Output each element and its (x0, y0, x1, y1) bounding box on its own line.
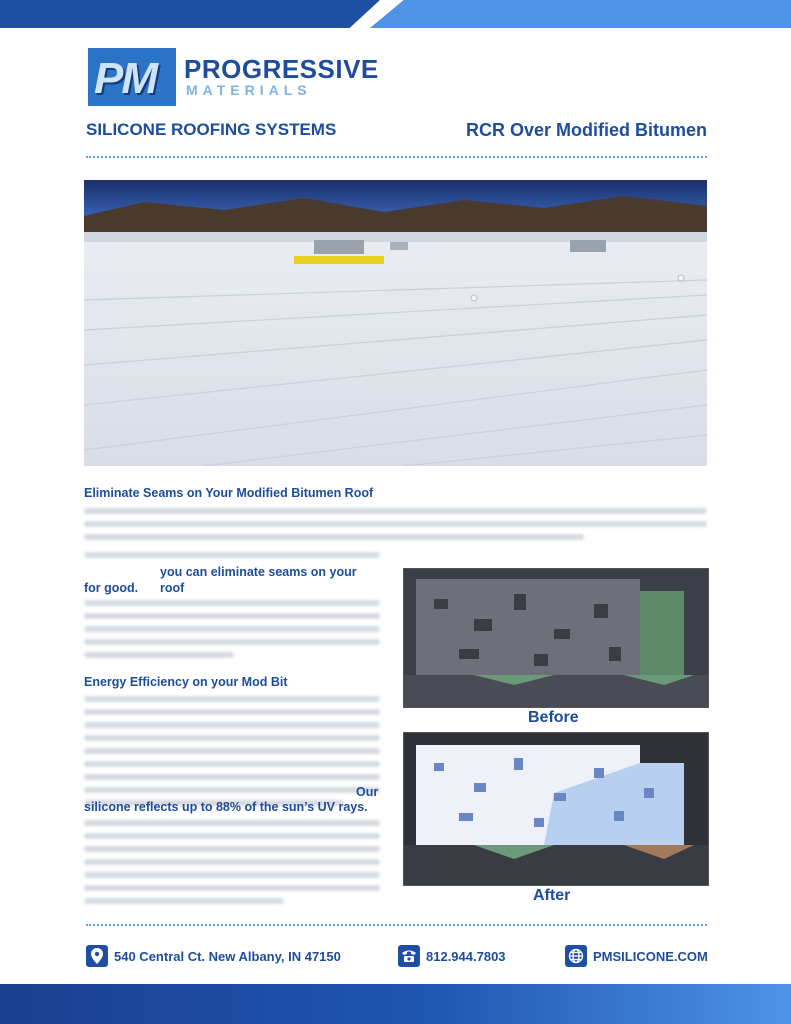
header-divider (86, 156, 707, 158)
header-document-title: RCR Over Modified Bitumen (465, 120, 707, 140)
section1-paragraph3-blurred (84, 600, 380, 665)
section-title-energy-efficiency: Energy Efficiency on your Mod Bit (84, 675, 288, 689)
top-band-light (370, 0, 791, 28)
telephone-icon (398, 945, 420, 967)
before-roof-image (404, 569, 708, 707)
top-color-band (0, 0, 791, 28)
hero-roof-photo (84, 180, 707, 466)
before-aerial-photo (403, 568, 709, 708)
after-aerial-photo (403, 732, 709, 886)
hero-roof-image (84, 180, 707, 466)
after-caption: After (533, 887, 571, 904)
footer-phone[interactable] (398, 944, 506, 968)
section1-highlight-line2: for good. (84, 581, 139, 595)
section1-paragraph-blurred (84, 508, 707, 547)
section2-paragraph-blurred (84, 696, 380, 813)
address-text: 540 Central Ct. New Albany, IN 47150 (114, 948, 341, 964)
company-logo (88, 48, 379, 108)
logo-mark: PM (88, 48, 176, 106)
location-pin-icon (86, 945, 108, 967)
globe-icon (565, 945, 587, 967)
section2-paragraph2-blurred (84, 820, 380, 911)
after-roof-image (404, 733, 708, 885)
header-product-line: SILICONE ROOFING SYSTEMS (86, 120, 337, 139)
bottom-color-band (0, 984, 791, 1024)
website-link[interactable]: PMSILICONE.COM (593, 948, 708, 964)
section2-highlight-line2: silicone reflects up to 88% of the sun’s UV rays. (84, 800, 368, 814)
section1-highlight-line1: you can eliminate seams on your roof (160, 565, 357, 595)
section-title-eliminate-seams: Eliminate Seams on Your Modified Bitumen Roof (84, 486, 374, 500)
phone-number[interactable]: 812.944.7803 (426, 948, 506, 964)
section2-highlight-word: Our (356, 785, 379, 799)
top-band-dark (0, 0, 380, 28)
before-caption: Before (528, 709, 579, 726)
footer-website[interactable] (565, 944, 708, 968)
logo-wordmark-progressive: PROGRESSIVE (184, 54, 379, 84)
footer-address (86, 944, 341, 968)
footer-divider (86, 924, 707, 926)
logo-wordmark-materials: MATERIALS (186, 82, 312, 98)
